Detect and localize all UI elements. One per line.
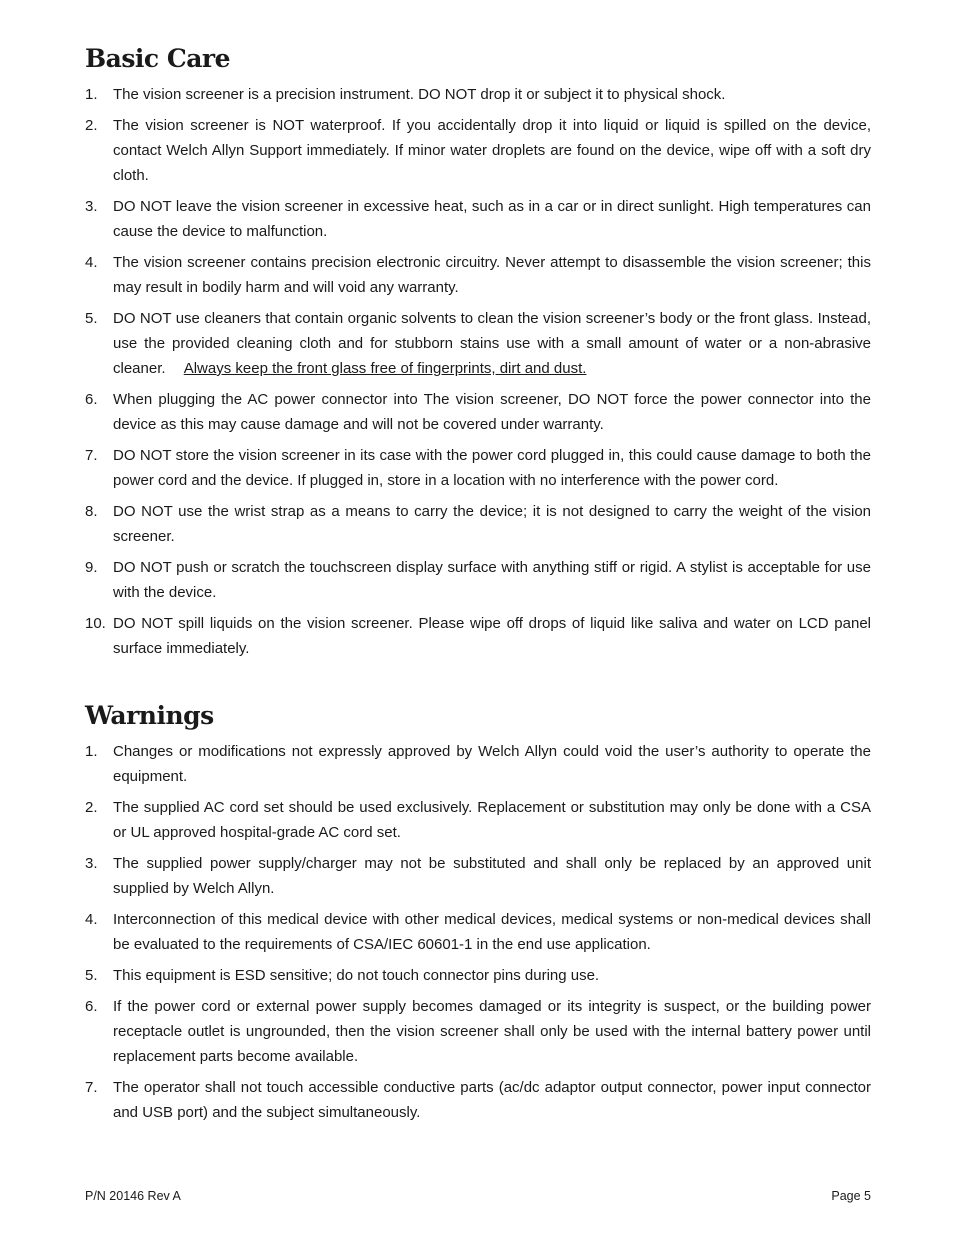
item-number: 5. <box>85 967 98 984</box>
item-number: 10. <box>85 615 106 632</box>
page-footer <box>85 1189 871 1203</box>
list-item <box>85 611 871 661</box>
list-item <box>85 306 871 381</box>
document-page <box>85 40 871 1131</box>
item-number: 8. <box>85 503 98 520</box>
section-title-warnings: Warnings <box>85 701 214 730</box>
list-item <box>85 250 871 300</box>
basic-care-list <box>85 82 871 661</box>
list-item <box>85 499 871 549</box>
item-number: 1. <box>85 86 98 103</box>
item-number: 9. <box>85 559 98 576</box>
item-text: When plugging the AC power connector into The vision screener, DO NOT force the power connector into the device as this may cause damage and will not be covered under warranty. <box>113 391 871 433</box>
underlined-note: Always keep the front glass free of fingerprints, dirt and dust. <box>183 360 587 377</box>
section-spacer <box>85 667 871 697</box>
item-number: 4. <box>85 911 98 928</box>
item-text: Changes or modifications not expressly approved by Welch Allyn could void the user’s authority to operate the equipment. <box>113 743 871 785</box>
part-number: P/N 20146 Rev A <box>85 1189 181 1203</box>
list-item <box>85 387 871 437</box>
list-item <box>85 851 871 901</box>
list-item <box>85 1075 871 1125</box>
list-item <box>85 795 871 845</box>
item-text: The supplied AC cord set should be used exclusively. Replacement or substitution may only be done with a CSA or UL approved hospital-grade AC cord set. <box>113 799 871 841</box>
item-number: 6. <box>85 391 98 408</box>
list-item <box>85 994 871 1069</box>
section-title-basic-care: Basic Care <box>85 44 230 73</box>
item-text: If the power cord or external power supply becomes damaged or its integrity is suspect, or the building power receptacle outlet is ungrounded, then the vision screener shall only be used with the internal battery power until replacement parts become available. <box>113 998 871 1065</box>
list-item <box>85 113 871 188</box>
list-item <box>85 739 871 789</box>
item-number: 7. <box>85 1079 98 1096</box>
item-number: 3. <box>85 855 98 872</box>
item-number: 7. <box>85 447 98 464</box>
item-text: DO NOT store the vision screener in its case with the power cord plugged in, this could cause damage to both the power cord and the device. If plugged in, store in a location with no interference with the power cord. <box>113 447 871 489</box>
warnings-list <box>85 739 871 1125</box>
item-text: DO NOT use cleaners that contain organic solvents to clean the vision screener’s body or the front glass. Instead, use the provided cleaning cloth and for stubborn stains use with a small amount of water or a non-abrasive cleaner. <box>113 310 871 377</box>
item-text: This equipment is ESD sensitive; do not touch connector pins during use. <box>113 967 600 984</box>
item-text: The vision screener is NOT waterproof. If you accidentally drop it into liquid or liquid is spilled on the device, contact Welch Allyn Support immediately. If minor water droplets are found on the device, wipe off with a soft dry cloth. <box>113 117 871 184</box>
list-item <box>85 907 871 957</box>
item-number: 5. <box>85 310 98 327</box>
item-text: DO NOT use the wrist strap as a means to carry the device; it is not designed to carry the weight of the vision screener. <box>113 503 871 545</box>
item-text: The vision screener is a precision instrument. DO NOT drop it or subject it to physical shock. <box>113 86 726 103</box>
item-number: 3. <box>85 198 98 215</box>
list-item <box>85 963 871 988</box>
item-text: DO NOT push or scratch the touchscreen display surface with anything stiff or rigid. A stylist is acceptable for use with the device. <box>113 559 871 601</box>
item-number: 4. <box>85 254 98 271</box>
item-text: DO NOT leave the vision screener in excessive heat, such as in a car or in direct sunlight. High temperatures can cause the device to malfunction. <box>113 198 871 240</box>
item-number: 2. <box>85 117 98 134</box>
list-item <box>85 555 871 605</box>
item-number: 6. <box>85 998 98 1015</box>
item-text: The supplied power supply/charger may not be substituted and shall only be replaced by an approved unit supplied by Welch Allyn. <box>113 855 871 897</box>
item-text: The vision screener contains precision electronic circuitry. Never attempt to disassemble the vision screener; this may result in bodily harm and will void any warranty. <box>113 254 871 296</box>
page-number: Page 5 <box>831 1189 871 1203</box>
list-item <box>85 194 871 244</box>
list-item <box>85 82 871 107</box>
list-item <box>85 443 871 493</box>
item-text: The operator shall not touch accessible conductive parts (ac/dc adaptor output connector, power input connector and USB port) and the subject simultaneously. <box>113 1079 871 1121</box>
item-number: 2. <box>85 799 98 816</box>
item-text: Interconnection of this medical device with other medical devices, medical systems or non-medical devices shall be evaluated to the requirements of CSA/IEC 60601-1 in the end use application. <box>113 911 871 953</box>
item-number: 1. <box>85 743 98 760</box>
item-text: DO NOT spill liquids on the vision screener. Please wipe off drops of liquid like saliva and water on LCD panel surface immediately. <box>113 615 871 657</box>
